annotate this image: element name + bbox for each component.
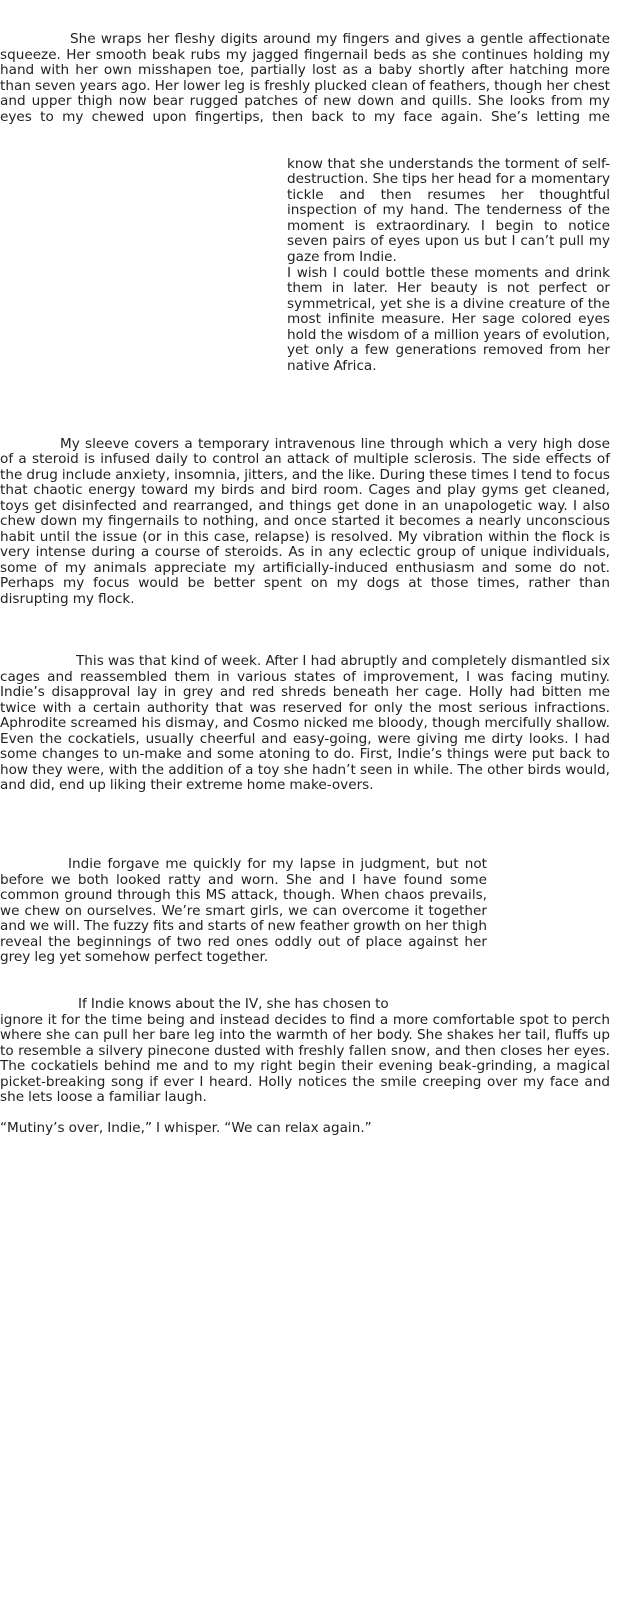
paragraph-6-first-line: If Indie knows about the IV, she has chosen to (78, 996, 389, 1012)
paragraph-1-continued: know that she understands the torment of self-destruction. She tips her head for a momentary tickle and then resumes her thoughtful inspection of my hand. The tenderness of the moment is extraordinary. I begin to notice seven pairs of eyes upon us but I can’t pull my gaze from Indie. (287, 155, 610, 265)
paragraph-5: Indie forgave me quickly for my lapse in judgment, but not before we both looked ratty and worn. She and I have found some common ground through this MS attack, though. When chaos prevails, we chew on ourselves. We’re smart girls, we can overcome it together and we will. The fuzzy fits and starts of new feather growth on her thigh reveal the beginnings of two red ones oddly out of place against her grey leg yet somehow perfect together. (0, 856, 487, 966)
paragraph-2: I wish I could bottle these moments and drink them in later. Her beauty is not perfect or symmetrical, yet she is a divine creature of the most infinite measure. Her sage colored eyes hold the wisdom of a million years of evolution, yet only a few generations removed from her native Africa. (287, 264, 610, 374)
paragraph-3: My sleeve covers a temporary intravenous line through which a very high dose of a steroid is infused daily to control an attack of multiple sclerosis. The side effects of the drug include anxiety, insomnia, jitters, and the like. During these times I tend to focus that chaotic energy toward my birds and bird room. Cages and play gyms get cleaned, toys get disinfected and rearranged, and things get done in an unapologetic way. I also chew down my fingernails to nothing, and once started it becomes a nearly unconscious habit until the issue (or in this case, relapse) is resolved. My vibration within the flock is very intense during a course of steroids. As in any eclectic group of unique individuals, some of my animals appreciate my artificially-induced enthusiasm and some do not. Perhaps my focus would be better spent on my dogs at those times, rather than disrupting my flock. (0, 435, 610, 607)
paragraph-4: This was that kind of week. After I had abruptly and completely dismantled six cages and reassembled them in various states of improvement, I was facing mutiny. Indie’s disapproval lay in grey and red shreds beneath her cage. Holly had bitten me twice with a certain authority that was reserved for only the most serious infractions. Aphrodite screamed his dismay, and Cosmo nicked me bloody, though mercifully shallow. Even the cockatiels, usually cheerful and easy-going, were giving me dirty looks. I had some changes to un-make and some atoning to do. First, Indie’s things were put back to how they were, with the addition of a toy she hadn’t seen in while. The other birds would, and did, end up liking their extreme home make-overs. (0, 653, 610, 794)
closing-quote: “Mutiny’s over, Indie,” I whisper. “We can relax again.” (0, 1120, 372, 1136)
paragraph-1: She wraps her fleshy digits around my fingers and gives a gentle affectionate squeeze. Her smooth beak rubs my jagged fingernail beds as she continues holding my hand with her own misshapen toe, partially lost as a baby shortly after hatching more than seven years ago. Her lower leg is freshly plucked clean of feathers, though her chest and upper thigh now bear rugged patches of new down and quills. She looks from my eyes to my chewed upon fingertips, then back to my face again. She’s letting me (0, 31, 610, 125)
paragraph-6: ignore it for the time being and instead decides to find a more comfortable spot to perch where she can pull her bare leg into the warmth of her body. She shakes her tail, fluffs up to resemble a silvery pinecone dusted with freshly fallen snow, and then closes her eyes. The cockatiels behind me and to my right begin their evening beak-grinding, a magical picket-breaking song if ever I heard. Holly notices the smile creeping over my face and she lets loose a familiar laugh. (0, 1011, 610, 1106)
